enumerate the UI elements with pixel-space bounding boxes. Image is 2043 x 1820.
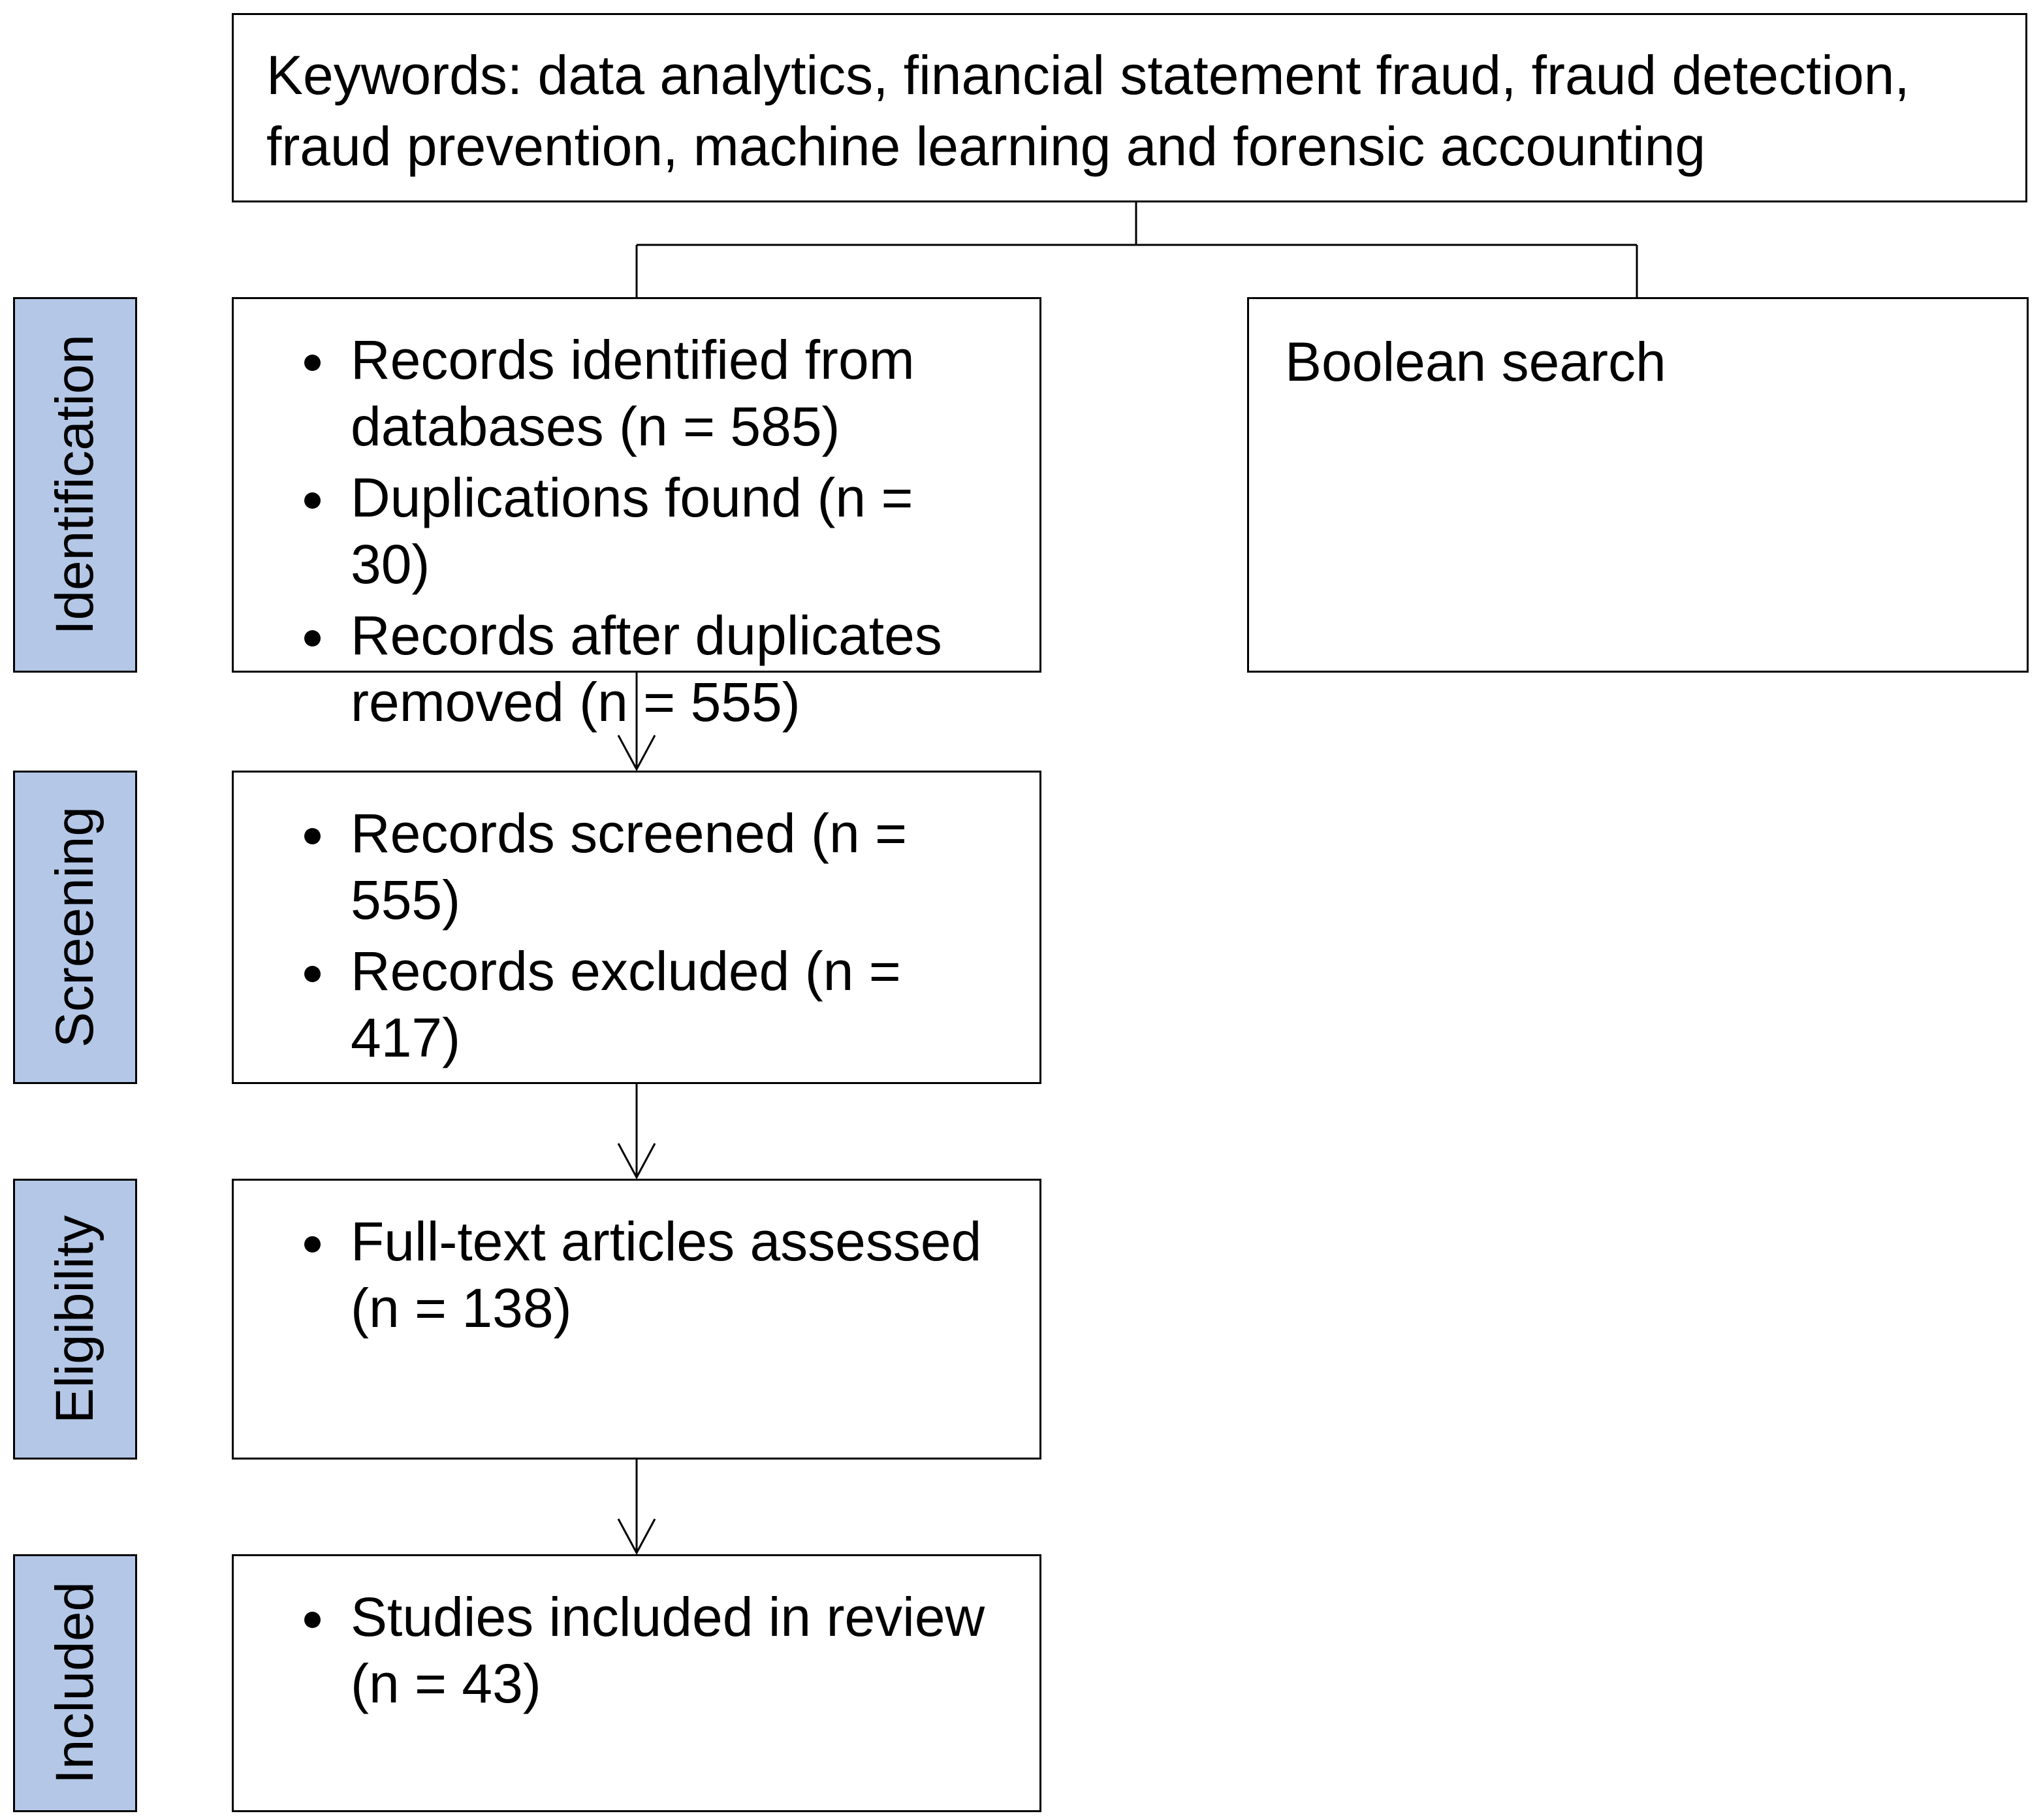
stage-label-eligibility-text: Eligibility: [44, 1215, 104, 1424]
included-box: [232, 1554, 1041, 1812]
stage-label-eligibility: [13, 1179, 137, 1460]
bullet-item: • Records screened (n = 555): [341, 800, 1004, 934]
stage-label-identification-text: Identification: [44, 334, 104, 635]
included-bullet-list: [234, 1556, 1039, 1717]
connector-keywords-split: [637, 202, 1637, 297]
arrowhead-1: [618, 735, 655, 769]
bullet-item: • Studies included in review (n = 43): [341, 1584, 1004, 1717]
keywords-box: [232, 13, 2027, 202]
stage-label-included: [13, 1554, 137, 1812]
bullet-item: • Duplications found (n = 30): [341, 464, 1004, 598]
arrowhead-3: [618, 1519, 655, 1553]
bullet-item: • Records after duplicates removed (n = 555): [341, 602, 1004, 736]
keywords-text: Keywords: data analytics, financial statement fraud, fraud detection, fraud prevention, machine learning and forensic accounting: [266, 44, 1910, 178]
boolean-search-box: [1247, 297, 2029, 673]
stage-label-identification: [13, 297, 137, 673]
screening-bullet-list: [234, 773, 1039, 1072]
bullet-item: • Records identified from databases (n = 585): [341, 327, 1004, 460]
stage-label-screening-text: Screening: [44, 806, 104, 1048]
bullet-item: • Full-text articles assessed (n = 138): [341, 1208, 1004, 1342]
eligibility-box: [232, 1179, 1041, 1460]
identification-box: [232, 297, 1041, 733]
stage-label-screening: [13, 771, 137, 1084]
arrowhead-2: [618, 1143, 655, 1177]
eligibility-bullet-list: [234, 1181, 1039, 1342]
stage-label-included-text: Included: [44, 1582, 104, 1785]
screening-box: [232, 771, 1041, 1084]
boolean-search-text: Boolean search: [1285, 331, 1666, 392]
identification-bullet-list: [234, 299, 1039, 736]
bullet-item: • Records excluded (n = 417): [341, 938, 1004, 1072]
